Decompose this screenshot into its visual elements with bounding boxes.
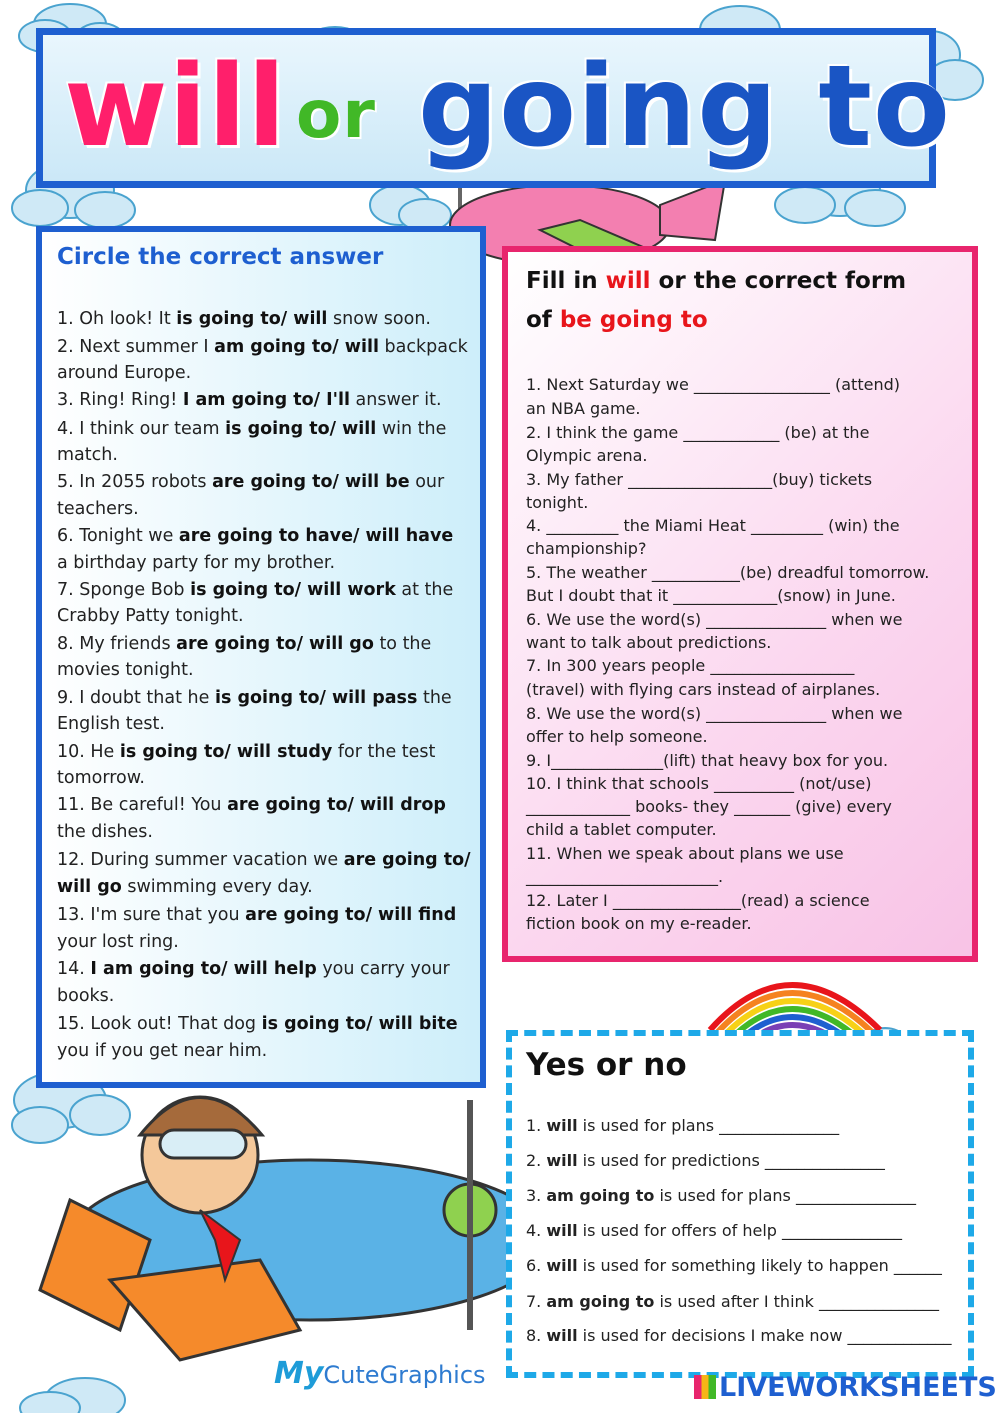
text-run: 4. xyxy=(526,1221,547,1240)
circle-answer-line xyxy=(57,523,472,549)
circle-answer-line xyxy=(57,577,472,603)
text-run: match. xyxy=(57,445,118,465)
bold-text: are going to/ will find xyxy=(245,905,457,925)
circle-answer-line xyxy=(57,631,472,657)
circle-answer-line xyxy=(57,657,472,683)
yes-or-no-item xyxy=(526,1256,942,1275)
circle-answer-line xyxy=(57,1038,472,1064)
text-run: Fill in xyxy=(526,268,606,294)
text-run: is used for offers of help _______________ xyxy=(577,1221,903,1240)
fill-in-line: 8. We use the word(s) _______________ when we xyxy=(526,704,903,723)
yes-or-no-item xyxy=(526,1292,939,1311)
yes-or-no-item xyxy=(526,1326,952,1345)
yes-or-no-heading: Yes or no xyxy=(526,1047,687,1083)
circle-answer-line xyxy=(57,819,472,845)
yes-or-no-item xyxy=(526,1151,885,1170)
text-run: you if you get near him. xyxy=(57,1041,268,1061)
fill-in-line: offer to help someone. xyxy=(526,727,708,746)
fill-in-line: ________________________. xyxy=(526,867,724,886)
bold-text: am going to xyxy=(546,1292,655,1311)
text-run: books. xyxy=(57,986,115,1006)
text-run: 7. xyxy=(526,1292,547,1311)
bold-text: is going to/ will bite xyxy=(261,1014,458,1034)
circle-answer-heading: Circle the correct answer xyxy=(57,244,384,270)
text-run: our xyxy=(409,472,445,492)
mycutegraphics-credit xyxy=(274,1356,486,1391)
bold-text: will go xyxy=(57,877,122,897)
title-will: will xyxy=(64,42,287,172)
bold-text: will xyxy=(546,1116,578,1135)
text-run: tomorrow. xyxy=(57,768,145,788)
circle-answer-line xyxy=(57,685,472,711)
circle-answer-line xyxy=(57,739,472,765)
bold-text: will xyxy=(546,1221,578,1240)
fill-in-line: 11. When we speak about plans we use xyxy=(526,844,844,863)
bold-text: is going to/ will xyxy=(176,309,328,329)
text-run: win the xyxy=(376,419,447,439)
cloud-icon xyxy=(370,185,451,231)
circle-answer-line xyxy=(57,902,472,928)
title-or: or xyxy=(296,76,376,153)
circle-answer-line xyxy=(57,956,472,982)
circle-answer-line xyxy=(57,847,472,873)
circle-answer-line xyxy=(57,306,472,332)
text-run: around Europe. xyxy=(57,363,192,383)
bold-text: I am going to/ I'll xyxy=(182,390,350,410)
text-run: 8. xyxy=(526,1326,547,1345)
circle-answer-line xyxy=(57,929,472,955)
text-run: 2. xyxy=(526,1151,547,1170)
text-run: 1. Oh look! It xyxy=(57,309,177,329)
fill-in-line: _____________ books- they _______ (give) every xyxy=(526,797,892,816)
circle-answer-line xyxy=(57,603,472,629)
bold-text: is going to/ will study xyxy=(119,742,333,762)
text-run: backpack xyxy=(378,337,468,357)
fill-in-line: 2. I think the game ____________ (be) at the xyxy=(526,423,870,442)
text-run: 9. I doubt that he xyxy=(57,688,215,708)
text-run: 6. Tonight we xyxy=(57,526,179,546)
title-going-to: going to xyxy=(418,42,951,172)
fill-in-line: fiction book on my e-reader. xyxy=(526,914,752,933)
text-run: swimming every day. xyxy=(121,877,313,897)
text-run: you carry your xyxy=(316,959,450,979)
circle-answer-line xyxy=(57,387,472,413)
fill-in-line: 5. The weather ___________(be) dreadful tomorrow. xyxy=(526,563,930,582)
fill-in-line: 1. Next Saturday we _________________ (attend) xyxy=(526,375,900,394)
circle-answer-line xyxy=(57,792,472,818)
text-run: your lost ring. xyxy=(57,932,179,952)
text-run: 14. xyxy=(57,959,91,979)
text-run: 7. Sponge Bob xyxy=(57,580,191,600)
circle-answer-line xyxy=(57,983,472,1009)
bold-text: is going to/ will pass xyxy=(214,688,418,708)
text-run: is used after I think _______________ xyxy=(654,1292,939,1311)
fill-in-line: 9. I______________(lift) that heavy box for you. xyxy=(526,751,889,770)
text-run: the dishes. xyxy=(57,822,153,842)
text-run: a birthday party for my brother. xyxy=(57,553,336,573)
yes-or-no-item xyxy=(526,1116,839,1135)
fill-in-line: 7. In 300 years people __________________ xyxy=(526,656,855,675)
bold-text: are going to/ will drop xyxy=(227,795,446,815)
text-run: 13. I'm sure that you xyxy=(57,905,246,925)
bold-text: will xyxy=(546,1256,578,1275)
text-run: Crabby Patty tonight. xyxy=(57,606,244,626)
text-run: 1. xyxy=(526,1116,547,1135)
text-run: 6. xyxy=(526,1256,547,1275)
text-run: at the xyxy=(395,580,454,600)
text-run: 11. Be careful! You xyxy=(57,795,228,815)
text-run: of xyxy=(526,307,560,333)
fill-in-line: But I doubt that it _____________(snow) in June. xyxy=(526,586,896,605)
bold-text: am going to/ will xyxy=(214,337,379,357)
text-run: for the test xyxy=(332,742,436,762)
fill-in-line: 6. We use the word(s) _______________ when we xyxy=(526,610,903,629)
text-run: English test. xyxy=(57,714,165,734)
bold-text: am going to xyxy=(546,1186,655,1205)
fill-in-line: an NBA game. xyxy=(526,399,641,418)
bold-text: is going to/ will xyxy=(225,419,377,439)
circle-answer-line xyxy=(57,765,472,791)
text-run: 8. My friends xyxy=(57,634,177,654)
circle-answer-line xyxy=(57,416,472,442)
bold-text: are going to/ will be xyxy=(212,472,410,492)
circle-answer-line xyxy=(57,874,472,900)
fill-in-line: 4. _________ the Miami Heat _________ (win) the xyxy=(526,516,900,535)
text-run: 2. Next summer I xyxy=(57,337,215,357)
text-run: snow soon. xyxy=(327,309,431,329)
highlight-text: be going to xyxy=(559,307,708,333)
text-run: 10. He xyxy=(57,742,120,762)
bold-text: are going to/ xyxy=(343,850,471,870)
text-run: is used for something likely to happen ______ xyxy=(577,1256,942,1275)
bold-text: are going to/ will go xyxy=(176,634,374,654)
fill-in-line: 3. My father __________________(buy) tickets xyxy=(526,470,873,489)
text-run: 3. Ring! Ring! xyxy=(57,390,183,410)
fill-in-heading-line-1 xyxy=(526,268,906,294)
text-run: is used for predictions _______________ xyxy=(577,1151,885,1170)
yes-or-no-item xyxy=(526,1221,902,1240)
fill-in-line: tonight. xyxy=(526,493,589,512)
fill-in-line: child a tablet computer. xyxy=(526,820,717,839)
fill-in-line: 12. Later I ________________(read) a science xyxy=(526,891,870,910)
circle-answer-line xyxy=(57,360,472,386)
text-run: movies tonight. xyxy=(57,660,194,680)
fill-in-heading-line-2 xyxy=(526,307,708,333)
fill-in-line: (travel) with flying cars instead of airplanes. xyxy=(526,680,881,699)
bold-text: are going to have/ will have xyxy=(178,526,454,546)
cloud-icon xyxy=(20,1378,125,1413)
bold-text: will xyxy=(546,1151,578,1170)
text-run: or the correct form xyxy=(650,268,907,294)
text-run: is used for plans _______________ xyxy=(654,1186,916,1205)
airplane-icon xyxy=(40,1097,550,1360)
circle-answer-line xyxy=(57,550,472,576)
circle-answer-line xyxy=(57,496,472,522)
circle-answer-line xyxy=(57,469,472,495)
text-run: is used for plans _______________ xyxy=(577,1116,840,1135)
liveworksheets-brand: LIVEWORKSHEETS xyxy=(719,1372,997,1403)
liveworksheets-icon xyxy=(694,1375,716,1399)
text-run: is used for decisions I make now _____________ xyxy=(577,1326,952,1345)
yes-or-no-item xyxy=(526,1186,916,1205)
text-run: teachers. xyxy=(57,499,139,519)
text-run: 3. xyxy=(526,1186,547,1205)
circle-answer-line xyxy=(57,711,472,737)
bold-text: is going to/ will work xyxy=(190,580,396,600)
credit-my: My xyxy=(274,1356,324,1391)
text-run: answer it. xyxy=(349,390,442,410)
bold-text: I am going to/ will help xyxy=(90,959,317,979)
text-run: to the xyxy=(373,634,432,654)
liveworksheets-logo xyxy=(694,1372,997,1403)
text-run: 15. Look out! That dog xyxy=(57,1014,262,1034)
bold-text: will xyxy=(546,1326,578,1345)
fill-in-line: championship? xyxy=(526,539,647,558)
highlight-text: will xyxy=(605,268,651,294)
text-run: 5. In 2055 robots xyxy=(57,472,213,492)
credit-rest: CuteGraphics xyxy=(323,1361,486,1389)
text-run: the xyxy=(417,688,452,708)
fill-in-line: Olympic arena. xyxy=(526,446,648,465)
circle-answer-line xyxy=(57,1011,472,1037)
text-run: 4. I think our team xyxy=(57,419,226,439)
fill-in-line: want to talk about predictions. xyxy=(526,633,772,652)
text-run: 12. During summer vacation we xyxy=(57,850,344,870)
fill-in-line: 10. I think that schools __________ (not/use) xyxy=(526,774,872,793)
circle-answer-line xyxy=(57,442,472,468)
circle-answer-line xyxy=(57,334,472,360)
